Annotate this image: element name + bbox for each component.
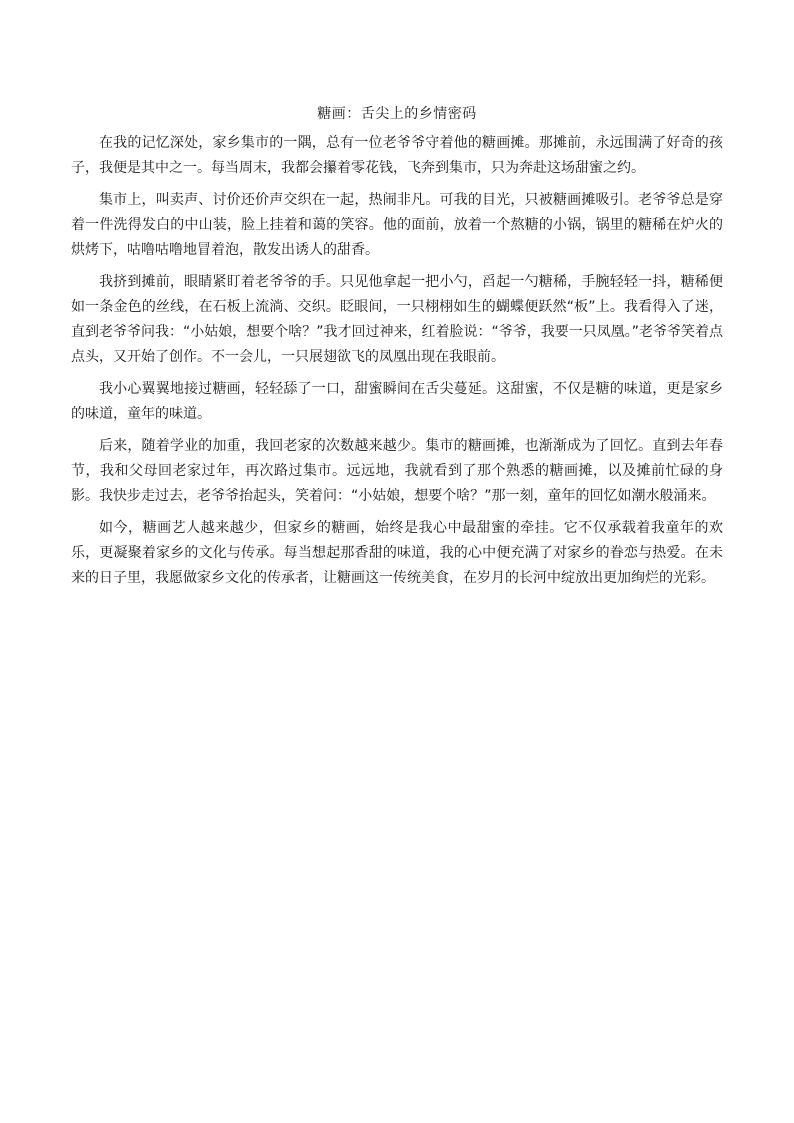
document-title: 糖画：舌尖上的乡情密码 — [317, 106, 477, 122]
essay-body — [71, 131, 723, 598]
paragraph-3: 我挤到摊前，眼睛紧盯着老爷爷的手。只见他拿起一把小勺，舀起一勺糖稀，手腕轻轻一抖，糖稀便如一条金色的丝线，在石板上流淌、交织。眨眼间，一只栩栩如生的蝴蝶便跃然“板”上。我看得入了迷，直到老爷爷问我：“小姑娘，想要个啥？”我才回过神来，红着脸说：“爷爷，我要一只凤凰。”老爷爷笑着点点头，又开始了创作。不一会儿，一只展翅欲飞的凤凰出现在我眼前。 — [71, 274, 724, 365]
paragraph-6: 如今，糖画艺人越来越少，但家乡的糖画，始终是我心中最甜蜜的牵挂。它不仅承载着我童年的欢乐，更凝聚着家乡的文化与传承。每当想起那香甜的味道，我的心中便充满了对家乡的眷恋与热爱。在未来的日子里，我愿做家乡文化的传承者，让糖画这一传统美食，在岁月的长河中绽放出更加绚烂的光彩。 — [71, 520, 723, 586]
paragraph-1: 在我的记忆深处，家乡集市的一隅，总有一位老爷爷守着他的糖画摊。那摊前，永远围满了好奇的孩子，我便是其中之一。每当周末，我都会攥着零花钱，飞奔到集市，只为奔赴这场甜蜜之约。 — [71, 135, 723, 176]
paragraph-5: 后来，随着学业的加重，我回老家的次数越来越少。集市的糖画摊，也渐渐成为了回忆。直到去年春节，我和父母回老家过年，再次路过集市。远远地，我就看到了那个熟悉的糖画摊，以及摊前忙碌的身影。我快步走过去，老爷爷抬起头，笑着问：“小姑娘，想要个啥？”那一刻，童年的回忆如潮水般涌来。 — [71, 438, 723, 504]
paragraph-4: 我小心翼翼地接过糖画，轻轻舔了一口，甜蜜瞬间在舌尖蔓延。这甜蜜，不仅是糖的味道，更是家乡的味道，童年的味道。 — [71, 381, 723, 422]
paragraph-2: 集市上，叫卖声、讨价还价声交织在一起，热闹非凡。可我的目光，只被糖画摊吸引。老爷爷总是穿着一件洗得发白的中山装，脸上挂着和蔼的笑容。他的面前，放着一个熬糖的小锅，锅里的糖稀在炉火的烘烤下，咕噜咕噜地冒着泡，散发出诱人的甜香。 — [71, 192, 723, 258]
